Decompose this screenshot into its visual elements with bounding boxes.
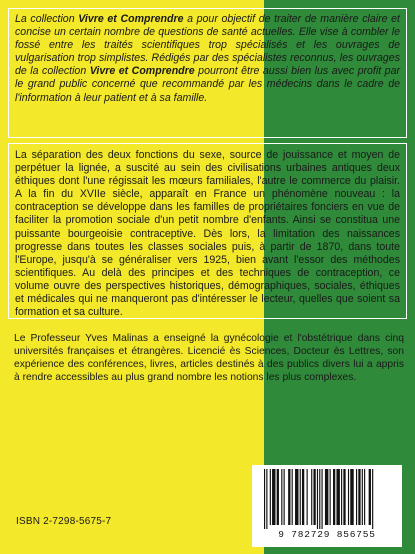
barcode-bar xyxy=(350,469,353,525)
barcode-bar xyxy=(313,469,315,525)
barcode-bar xyxy=(288,469,290,525)
barcode-bar xyxy=(333,469,335,525)
collection-name-2: Vivre et Comprendre xyxy=(89,65,195,78)
barcode-bar xyxy=(343,469,345,525)
collection-intro-frame xyxy=(8,8,407,138)
barcode-bar xyxy=(364,469,365,525)
barcode-digits: 9 782729 856755 xyxy=(278,529,376,540)
intro-part-3: pourront être aussi bien lus avec profit par le grand public concerné que recommandé par les médecins dans le cadre de l'information à leur patient et à sa famille. xyxy=(15,65,400,104)
barcode-bar xyxy=(264,469,265,529)
isbn-label: ISBN 2-7298-5675-7 xyxy=(16,516,112,527)
barcode-bar xyxy=(341,469,342,525)
book-description-text: La séparation des deux fonctions du sexe, source de jouissance et moyen de perpétuer la lignée, a suscité au sein des civilisations urbaines antiques deux éthiques dont l'une régissait les mœurs familiales, l'autre le commerce du plaisir. A la fin du XVIIe siècle, apparaît en France un phénomène nouveau : la contraception se développe dans les familles de propriétaires fonciers en vue de faciliter la promotion sociale d'un petit nombre d'enfants. Ainsi se constitua une puissante bourgeoisie contraceptive. Dès lors, la limitation des naissances progresse dans toutes les classes sociales puis, à partir de 1870, dans toute l'Europe, jusqu'à se généraliser vers 1925, bien avant l'essor des méthodes scientifiques. Au delà des principes et des techniques de contraception, ce volume ouvre des perspectives historiques, démographiques, sociales, éthiques et médicales qui ne manqueront pas d'intéresser le lecteur, quelles que soient sa formation et sa culture. xyxy=(15,149,400,319)
collection-name: Vivre et Comprendre xyxy=(78,13,184,25)
barcode-bar xyxy=(356,469,357,525)
barcode-bar xyxy=(358,469,360,525)
intro-part-1: La collection xyxy=(15,13,79,25)
collection-intro-text xyxy=(15,13,400,105)
barcode-bar xyxy=(322,469,323,529)
barcode-bar xyxy=(325,469,328,525)
barcode-bar xyxy=(272,469,275,525)
barcode-bar xyxy=(292,469,293,525)
author-bio-text: Le Professeur Yves Malinas a enseigné la gynécologie et l'obstétrique dans cinq universités françaises et étrangères. Licencié ès Sciences, Docteur ès Lettres, son expérience des conférences, livres, articles destinés à des publics divers lui a appris à rendre accessibles au plus grand nombre les notions les plus complexes. xyxy=(14,333,404,383)
barcode-bar xyxy=(311,469,312,525)
barcode-bar xyxy=(300,469,301,525)
barcode-bar xyxy=(372,469,373,529)
barcode xyxy=(252,465,402,547)
barcode-bar xyxy=(266,469,267,529)
barcode-bar xyxy=(362,469,363,525)
barcode-bar xyxy=(281,469,282,525)
barcode-bar xyxy=(277,469,279,525)
barcode-bar xyxy=(336,469,339,525)
barcode-bar xyxy=(284,469,285,525)
barcode-bar xyxy=(319,469,320,529)
barcode-bar xyxy=(330,469,331,525)
barcode-bars xyxy=(252,465,402,531)
intro-part-2: a pour objectif de traiter de manière claire et concise un certain nombre de questions de santé actuelles. Elle vise à combler le fossé entre les traités scientifiques trop spécialisés et les ouvrages de vulgarisation trop simplistes. Rédigés par des spécialistes reconnus, les ouvrages de la collection xyxy=(15,13,400,78)
barcode-bar xyxy=(348,469,349,525)
barcode-bar xyxy=(307,469,308,525)
barcode-bar xyxy=(369,469,371,525)
barcode-bar xyxy=(295,469,298,525)
barcode-bar xyxy=(270,469,271,525)
book-description-frame xyxy=(8,143,407,319)
barcode-bar xyxy=(302,469,304,525)
barcode-bar xyxy=(317,469,318,529)
